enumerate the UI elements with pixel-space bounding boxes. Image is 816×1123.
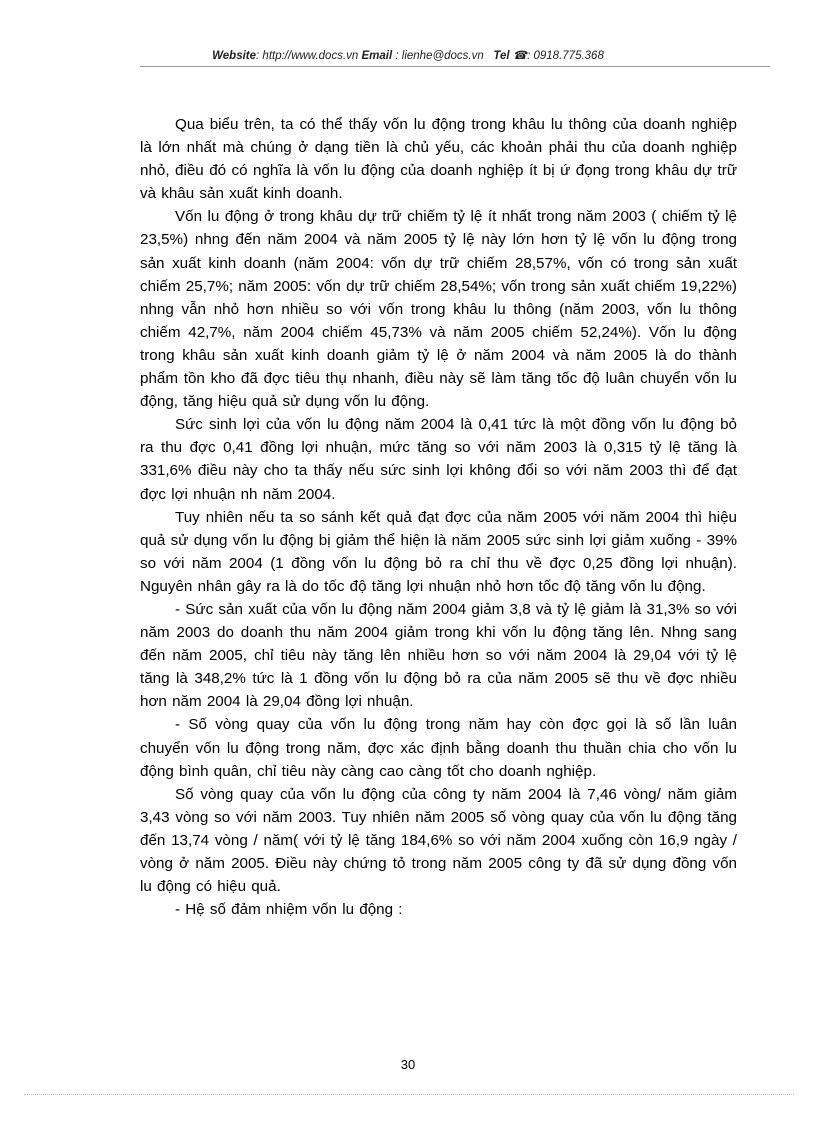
tel-label: Tel — [493, 50, 510, 62]
paragraph: Qua biểu trên, ta có thể thấy vốn lu động trong khâu lu thông của doanh nghiệp là lớn nhất mà chúng ở dạng tiền là chủ yếu, các khoản phải thu của doanh nghiệp nhỏ, điều đó có nghĩa là vốn lu động của doanh nghiệp ít bị ứ đọng trong khâu dự trữ và khâu sản xuất kinh doanh. — [140, 116, 737, 203]
tel-value: : 0918.775.368 — [527, 50, 604, 62]
paragraph: Số vòng quay của vốn lu động của công ty năm 2004 là 7,46 vòng/ năm giảm 3,43 vòng so với năm 2003. Tuy nhiên năm 2005 số vòng quay của vốn lu động tăng đến 13,74 vòng / năm( với tỷ lệ tăng 184,6% so với năm 2004 xuống còn 16,9 ngày / vòng ở năm 2005. Điều này chứng tỏ trong năm 2005 công ty đã sử dụng đồng vốn lu động có hiệu quả. — [140, 785, 737, 896]
page-number: 30 — [400, 1057, 416, 1072]
website-value: : http://www.docs.vn — [256, 50, 359, 62]
phone-icon: ☎ — [512, 50, 528, 62]
paragraph: Vốn lu động ở trong khâu dự trữ chiếm tỷ lệ ít nhất trong năm 2003 ( chiếm tỷ lệ 23,5%) nhng đến năm 2004 và năm 2005 tỷ lệ này lớn hơn tỷ lệ vốn lu động trong sản xuất kinh doanh (năm 2004: vốn dự trữ chiếm 28,57%, vốn có trong sản xuất chiếm 25,7%; năm 2005: vốn dự trữ chiếm 28,54%; vốn trong sản xuất chiếm 19,22%) nhng vẫn nhỏ hơn nhiều so với vốn trong khâu lu thông (năm 2003, vốn lu thông chiếm 42,7%, năm 2004 chiếm 45,73% và năm 2005 chiếm 52,24%). Vốn lu động trong khâu sản xuất kinh doanh giảm tỷ lệ ở năm 2004 và năm 2005 là do thành phẩm tồn kho đã đợc tiêu thụ nhanh, điều này sẽ làm tăng tốc độ luân chuyển vốn lu động, tăng hiệu quả sử dụng vốn lu động. — [140, 208, 737, 411]
header-divider — [140, 66, 770, 67]
paragraph: - Số vòng quay của vốn lu động trong năm hay còn đợc gọi là số lần luân chuyển vốn lu động trong năm, đợc xác định bằng doanh thu thuần chia cho vốn lu động bình quân, chỉ tiêu này càng cao càng tốt cho doanh nghiệp. — [140, 716, 737, 780]
paragraph: Sức sinh lợi của vốn lu động năm 2004 là 0,41 tức là một đồng vốn lu động bỏ ra thu đợc 0,41 đồng lợi nhuận, mức tăng so với năm 2003 là 0,315 tỷ lệ tăng là 331,6% điều này cho ta thấy nếu sức sinh lợi không đổi so với năm 2003 thì để đạt đợc lợi nhuận nh năm 2004. — [140, 416, 737, 503]
bottom-divider — [24, 1094, 794, 1095]
email-label: Email — [361, 50, 393, 62]
page-header — [0, 48, 816, 62]
email-value: : lienhe@docs.vn — [392, 50, 484, 62]
document-body — [140, 113, 737, 921]
paragraph: - Hệ số đảm nhiệm vốn lu động : — [175, 901, 403, 919]
website-label: Website — [212, 50, 257, 62]
paragraph: - Sức sản xuất của vốn lu động năm 2004 giảm 3,8 và tỷ lệ giảm là 31,3% so với năm 2003 do doanh thu năm 2004 giảm trong khi vốn lu động tăng lên. Nhng sang đến năm 2005, chỉ tiêu này tăng lên nhiều hơn so với năm 2004 là 29,04 với tỷ lệ tăng là 348,2% tức là 1 đồng vốn lu động bỏ ra của năm 2005 sẽ thu về đợc nhiều hơn năm 2004 là 29,04 đồng lợi nhuận. — [140, 600, 737, 711]
paragraph: Tuy nhiên nếu ta so sánh kết quả đạt đợc của năm 2005 với năm 2004 thì hiệu quả sử dụng vốn lu động bị giảm thể hiện là năm 2005 sức sinh lợi giảm xuống - 39% so với năm 2004 (1 đồng vốn lu động bỏ ra chỉ thu về đợc 0,25 đồng lợi nhuận). Nguyên nhân gây ra là do tốc độ tăng lợi nhuận nhỏ hơn tốc độ tăng vốn lu động. — [140, 508, 737, 595]
